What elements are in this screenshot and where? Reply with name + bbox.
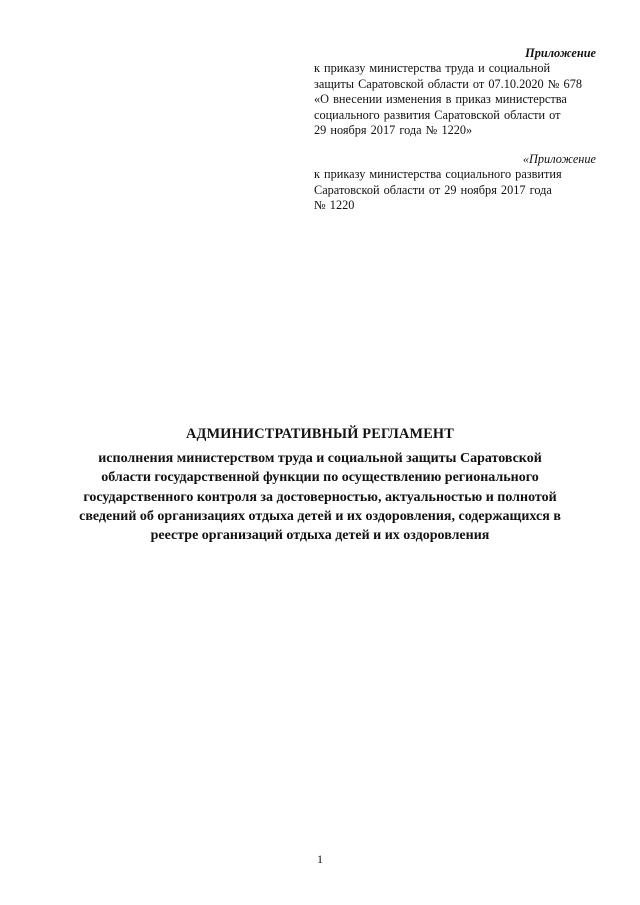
annex-line: № 1220	[314, 198, 355, 213]
annex-line: социального развития Саратовской области от	[314, 107, 561, 122]
annex-block-original-order	[314, 152, 596, 214]
annex-line: «О внесении изменения в приказ министерства	[314, 92, 567, 107]
annex-line: Саратовской области от 29 ноября 2017 года	[314, 182, 552, 197]
subtitle-line: реестре организаций отдыха детей и их оздоровления	[150, 528, 490, 544]
subtitle-line: государственного контроля за достоверностью, актуальностью и полнотой	[83, 489, 557, 505]
page-number: 1	[317, 852, 323, 866]
subtitle-line: области государственной функции по осуществлению регионального	[101, 470, 539, 486]
subtitle-line: исполнения министерством труда и социальной защиты Саратовской	[98, 451, 542, 466]
annex-line: к приказу министерства труда и социальной	[314, 61, 551, 76]
annex-line: защиты Саратовской области от 07.10.2020 № 678	[314, 76, 583, 91]
annex-block-current-order	[314, 46, 596, 138]
document-title: АДМИНИСТРАТИВНЫЙ РЕГЛАМЕНТ	[186, 426, 454, 442]
annex-heading: «Приложение	[522, 152, 596, 166]
annex-heading: Приложение	[525, 46, 596, 60]
subtitle-line: сведений об организациях отдыха детей и их оздоровления, содержащихся в	[79, 508, 561, 524]
document-subtitle	[70, 449, 570, 545]
annex-line: к приказу министерства социального развития	[314, 167, 562, 182]
annex-line: 29 ноября 2017 года № 1220»	[314, 123, 473, 138]
